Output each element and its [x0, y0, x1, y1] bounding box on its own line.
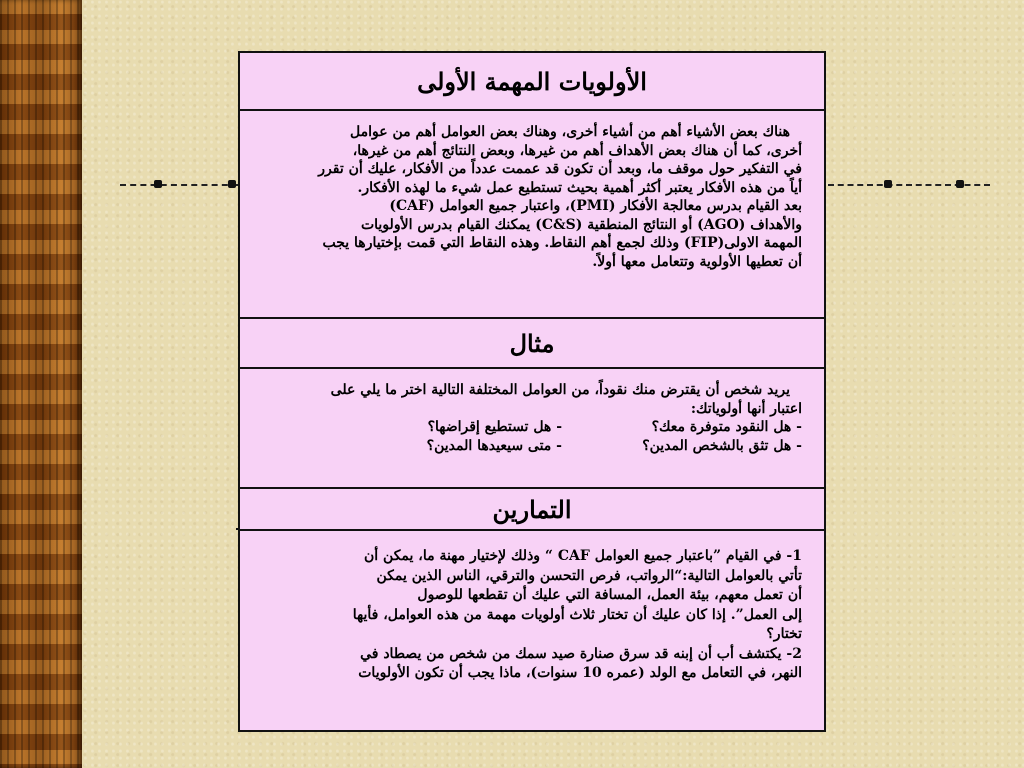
title-row: [240, 53, 824, 111]
intro-line: المهمة الاولى(FIP) وذلك لجمع أهم النقاط. وهذه النقاط التي قمت بإختيارها يجب: [322, 235, 802, 251]
exercise-line: النهر، في التعامل مع الولد (عمره 10 سنوات)، ماذا يجب أن تكون الأولويات: [358, 665, 802, 681]
intro-line: بعد القيام بدرس معالجة الأفكار (PMI)، واعتبار جميع العوامل (CAF): [389, 198, 802, 214]
exercise-line: تختار؟: [766, 626, 802, 642]
intro-line: في التفكير حول موقف ما، وبعد أن تكون قد عممت عدداً من الأفكار، عليك أن تقرر: [318, 161, 802, 177]
exercise-line: إلى العمل”. إذا كان عليك أن تختار ثلاث أولويات مهمة من هذه العوامل، فأيها: [352, 606, 802, 623]
example-line: يريد شخص أن يقترض منك نقوداً، من العوامل المختلفة التالية اختر ما يلي على: [330, 382, 790, 398]
intro-line: أن تعطيها الأولوية وتتعامل معها أولاً.: [592, 253, 802, 270]
decorative-dot: [228, 180, 236, 188]
decorative-dashed-line-left: [120, 184, 238, 186]
decorative-dot: [154, 180, 162, 188]
page-title: الأولويات المهمة الأولى: [417, 66, 647, 96]
example-line: اعتبار أنها أولوياتك:: [690, 400, 802, 417]
decorative-dot: [884, 180, 892, 188]
example-section: [240, 369, 824, 489]
divider-tick: [236, 528, 240, 530]
example-question: - هل النقود متوفرة معك؟: [651, 419, 802, 435]
example-question: - هل تثق بالشخص المدين؟: [642, 437, 802, 454]
exercises-section: [240, 531, 824, 730]
content-panel: [238, 51, 826, 732]
intro-line: والأهداف (AGO) أو النتائج المنطقية (C&S) يمكنك القيام بدرس الأولويات: [360, 216, 802, 233]
exercise-line: تأتي بالعوامل التالية:“الرواتب، فرص التحسن والترقي، الناس الذين يمكن: [376, 567, 802, 584]
exercise-line: 1- في القيام ”باعتبار جميع العوامل CAF “ وذلك لإختيار مهنة ما، يمكن أن: [364, 548, 802, 564]
decorative-dashed-line-right: [828, 184, 990, 186]
example-heading: مثال: [509, 328, 555, 358]
exercise-line: 2- يكتشف أب أن إبنه قد سرق صنارة صيد سمك من شخص من يصطاد في: [360, 645, 802, 662]
example-question: - متى سيعيدها المدين؟: [426, 437, 562, 454]
decorative-dot: [956, 180, 964, 188]
intro-line: أخرى، كما أن هناك بعض الأهداف أهم من غيرها، وبعض النتائج أهم من غيرها،: [352, 142, 802, 159]
example-question-row: [262, 418, 802, 437]
example-question-row: [262, 437, 802, 456]
exercise-line: أن تعمل معهم، بيئة العمل، المسافة التي عليك أن تقطعها للوصول: [417, 587, 802, 603]
example-question: - هل تستطيع إقراضها؟: [427, 419, 562, 435]
intro-line: هناك بعض الأشياء أهم من أشياء أخرى، وهناك بعض العوامل أهم من عوامل: [350, 124, 790, 140]
exercises-heading: التمارين: [492, 494, 572, 524]
example-heading-row: [240, 319, 824, 369]
exercises-heading-row: [240, 489, 824, 531]
intro-line: أياً من هذه الأفكار يعتبر أكثر أهمية بحيث تستطيع عمل شيء ما لهذه الأفكار.: [357, 179, 802, 196]
wood-border: [0, 0, 82, 768]
intro-section: [240, 111, 824, 319]
